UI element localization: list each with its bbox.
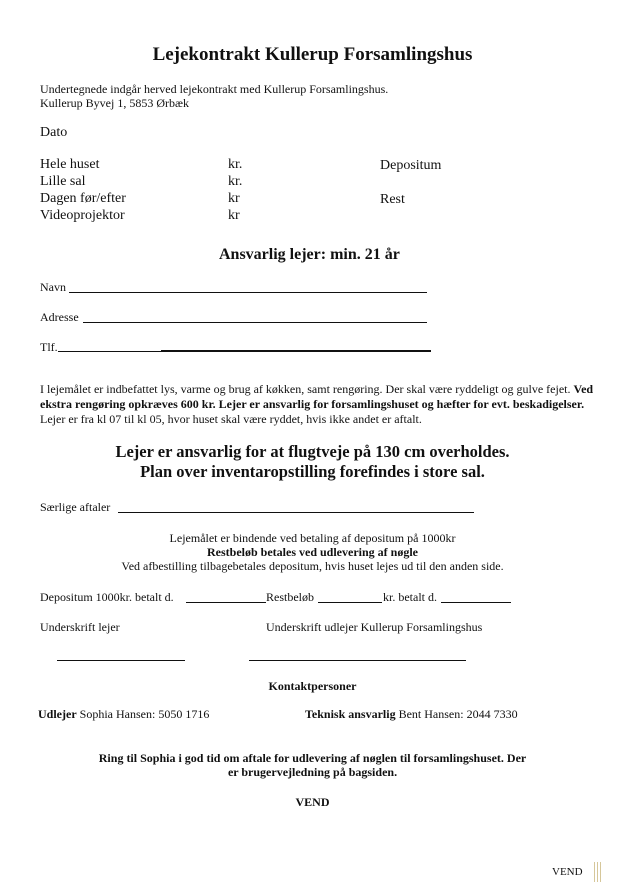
tech-role: Teknisk ansvarlig <box>305 707 396 721</box>
contacts-heading: Kontaktpersoner <box>268 679 357 693</box>
landlord-info: Sophia Hansen: 5050 1716 <box>79 707 210 721</box>
decorative-stripe <box>597 862 598 882</box>
price-item-label: Videoprojektor <box>40 208 125 223</box>
terms-text: I lejemålet er indbefattet lys, varme og brug af køkken, samt rengøring. Der skal være ryddeligt og gulve fejet. <box>40 382 574 396</box>
address-line: Kullerup Byvej 1, 5853 Ørbæk <box>40 96 189 110</box>
terms-paragraph <box>40 382 595 427</box>
deposit-paid-label: Depositum 1000kr. betalt d. <box>40 590 174 604</box>
deposit-date-field[interactable] <box>186 602 266 603</box>
phone-field-extension[interactable] <box>161 350 431 352</box>
name-field[interactable] <box>69 292 427 293</box>
intro-line: Undertegnede indgår herved lejekontrakt med Kullerup Forsamlingshus. <box>40 82 389 96</box>
price-item-unit: kr. <box>228 174 243 189</box>
renter-heading: Ansvarlig lejer: min. 21 år <box>219 246 400 263</box>
furniture-plan-notice: Plan over inventaropstilling forefindes i store sal. <box>140 462 485 481</box>
binding-line: Lejemålet er bindende ved betaling af depositum på 1000kr <box>169 531 456 545</box>
document-title: Lejekontrakt Kullerup Forsamlingshus <box>152 44 473 65</box>
footer-turn-label: VEND <box>552 866 583 878</box>
rest-label: Rest <box>380 192 405 207</box>
price-item-label: Dagen før/efter <box>40 191 126 206</box>
rest-amount-field[interactable] <box>318 602 382 603</box>
key-payment-line: Restbeløb betales ved udlevering af nøgle <box>207 545 418 559</box>
price-item-unit: kr <box>228 208 240 223</box>
escape-route-notice: Lejer er ansvarlig for at flugtveje på 130 cm overholdes. <box>115 442 510 461</box>
phone-label: Tlf. <box>40 340 58 354</box>
special-agreements-field[interactable] <box>118 512 474 513</box>
landlord-signature-field[interactable] <box>249 660 466 661</box>
rest-amount-label: Restbeløb <box>266 590 314 604</box>
decorative-stripe <box>600 862 601 882</box>
tech-info: Bent Hansen: 2044 7330 <box>398 707 518 721</box>
address-label: Adresse <box>40 310 79 324</box>
deposit-label: Depositum <box>380 158 442 173</box>
price-item-unit: kr. <box>228 157 243 172</box>
call-note-line: Ring til Sophia i god tid om aftale for udlevering af nøglen til forsamlingshuset. Der <box>98 751 527 765</box>
address-field[interactable] <box>83 322 427 323</box>
landlord-role: Udlejer <box>38 707 77 721</box>
landlord-signature-label: Underskrift udlejer Kullerup Forsamlingshus <box>266 620 483 634</box>
renter-signature-label: Underskrift lejer <box>40 620 120 634</box>
call-note-line-2: er brugervejledning på bagsiden. <box>227 765 398 779</box>
price-item-label: Lille sal <box>40 174 86 189</box>
renter-signature-field[interactable] <box>57 660 185 661</box>
decorative-stripe <box>594 862 595 882</box>
phone-field[interactable] <box>58 351 161 352</box>
terms-bold-text: Ved ekstra rengøring opkræves 600 kr. Lejer er ansvarlig for forsamlingshuset og hæfter for evt. beskadigelser. <box>40 382 594 411</box>
price-item-label: Hele huset <box>40 157 100 172</box>
cancellation-line: Ved afbestilling tilbagebetales depositum, hvis huset lejes ud til den anden side. <box>121 559 504 573</box>
name-label: Navn <box>40 280 66 294</box>
terms-text-end: Lejer er fra kl 07 til kl 05, hvor huset skal være ryddet, hvis ikke andet er aftalt. <box>40 412 422 426</box>
date-label: Dato <box>40 125 68 140</box>
rest-date-field[interactable] <box>441 602 511 603</box>
special-agreements-label: Særlige aftaler <box>40 500 111 514</box>
rest-paid-label: kr. betalt d. <box>383 590 437 604</box>
price-item-unit: kr <box>228 191 240 206</box>
turn-page-note: VEND <box>295 795 330 809</box>
tech-contact <box>305 707 518 722</box>
landlord-contact <box>38 707 209 722</box>
